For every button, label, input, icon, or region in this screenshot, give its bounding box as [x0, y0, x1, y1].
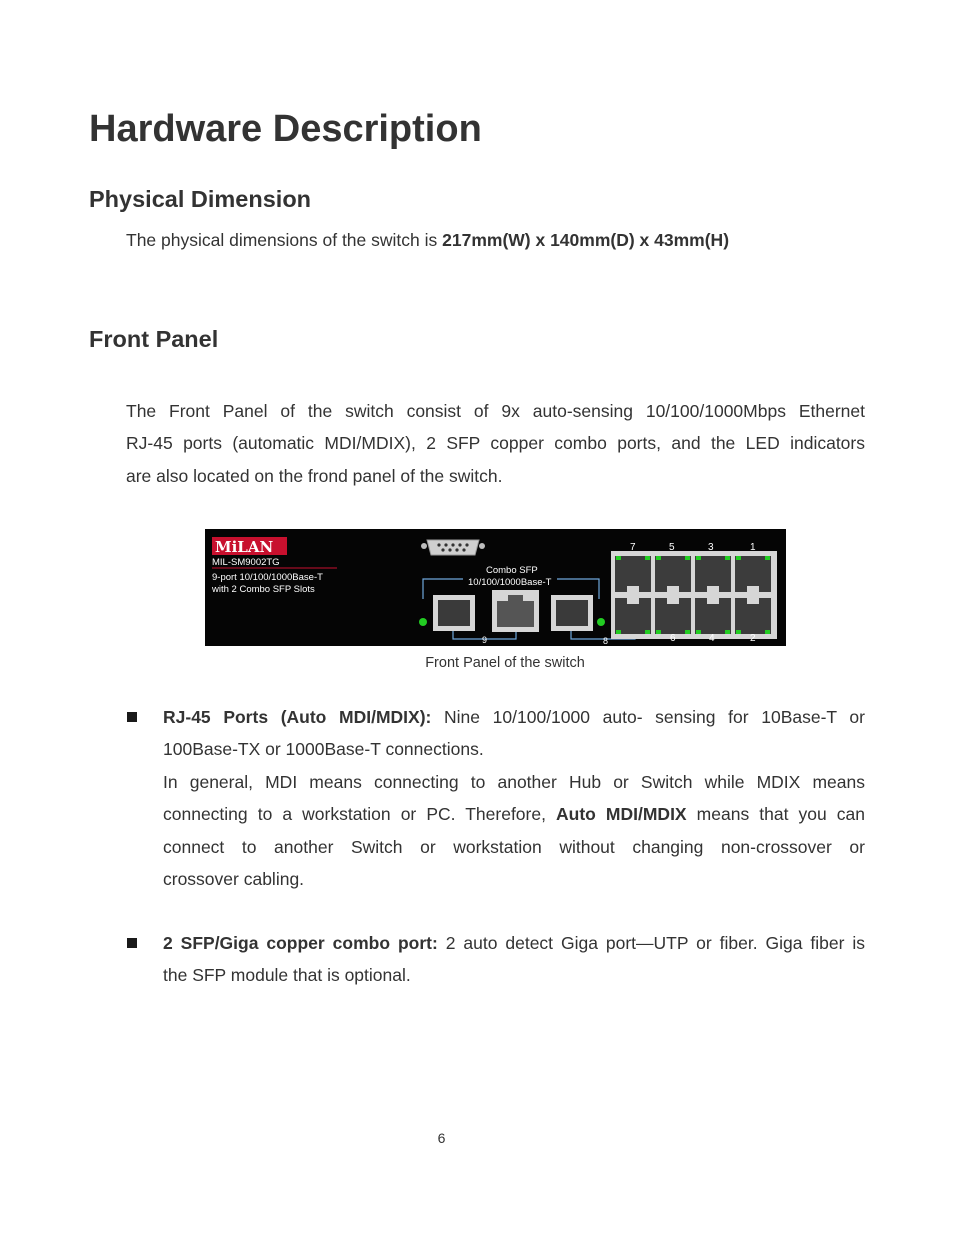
- bullet-rj45-ports: [163, 701, 865, 895]
- rj45-port: [655, 556, 691, 592]
- desc-line-2: with 2 Combo SFP Slots: [212, 584, 315, 595]
- combo-rj45-port: [492, 590, 539, 632]
- brand-logo-text: MiLAN: [215, 538, 274, 556]
- figure-caption: Front Panel of the switch: [425, 655, 585, 671]
- rj45-port: [695, 556, 731, 592]
- port-led: [656, 556, 661, 560]
- section-heading-front-panel: Front Panel: [89, 326, 219, 352]
- console-port-icon: [421, 540, 485, 555]
- port-label-2: 2: [750, 633, 756, 644]
- port-led: [685, 556, 690, 560]
- desc-line-1: 9-port 10/100/1000Base-T: [212, 572, 323, 583]
- port-led: [645, 556, 650, 560]
- label-8: 8: [603, 636, 609, 646]
- port-led: [736, 556, 741, 560]
- front-panel-paragraph: [126, 395, 865, 492]
- bullet-sfp-combo: [163, 927, 865, 992]
- front-panel-line-1: The Front Panel of the switch consist of 9x auto-sensing 10/100/1000Mbps Ethernet: [126, 401, 865, 421]
- physical-dimension-text: [126, 224, 865, 256]
- port-led: [725, 630, 730, 634]
- bullet-1-line-1: RJ-45 Ports (Auto MDI/MDIX): Nine 10/100/1000 auto- sensing for 10Base-T or: [163, 707, 865, 727]
- port-led: [645, 630, 650, 634]
- rj45-port: [735, 598, 771, 634]
- front-panel-line-3: are also located on the frond panel of the switch.: [126, 465, 503, 486]
- combo-speed-label: 10/100/1000Base-T: [468, 577, 552, 588]
- port-label-1: 1: [750, 542, 756, 553]
- port-led: [696, 630, 701, 634]
- bullet-1-line-3: In general, MDI means connecting to another Hub or Switch while MDIX means: [163, 771, 865, 792]
- sfp-slot-2: [551, 595, 593, 631]
- port-led: [736, 630, 741, 634]
- bullet-1-line-2: 100Base-TX or 1000Base-T connections.: [163, 739, 484, 760]
- port-label-7: 7: [630, 542, 636, 553]
- port-label-5: 5: [669, 542, 675, 553]
- physical-dimension-prefix: The physical dimensions of the switch is: [126, 230, 443, 250]
- label-9: 9: [482, 635, 488, 645]
- physical-dimension-value: 217mm(W) x 140mm(D) x 43mm(H): [442, 230, 730, 250]
- bullet-2-line-1: 2 SFP/Giga copper combo port: 2 auto detect Giga port—UTP or fiber. Giga fiber is: [163, 933, 865, 953]
- front-panel-image: [205, 529, 786, 646]
- port-led: [656, 630, 661, 634]
- rj45-port: [615, 556, 651, 592]
- port-led: [616, 556, 621, 560]
- page-number: 6: [437, 1130, 446, 1146]
- rj45-port: [655, 598, 691, 634]
- model-text: MIL-SM9002TG: [212, 557, 280, 568]
- combo-sfp-label: Combo SFP: [486, 565, 538, 576]
- port-label-4: 4: [709, 633, 715, 644]
- bullet-square-icon: [127, 712, 137, 722]
- bullet-1-line-5: connect to another Switch or workstation without changing non-crossover or: [163, 836, 865, 857]
- port-led: [725, 556, 730, 560]
- port-led: [696, 556, 701, 560]
- led-combo-right: [597, 618, 605, 626]
- rj45-port: [695, 598, 731, 634]
- page-title: Hardware Description: [89, 108, 482, 150]
- port-led: [616, 630, 621, 634]
- port-label-3: 3: [708, 542, 714, 553]
- bullet-1-line-4: connecting to a workstation or PC. Therefore, Auto MDI/MDIX means that you can: [163, 804, 865, 825]
- section-heading-physical-dimension: Physical Dimension: [89, 186, 312, 212]
- bullet-square-icon: [127, 938, 137, 948]
- port-led: [765, 556, 770, 560]
- port-led: [765, 630, 770, 634]
- port-led: [685, 630, 690, 634]
- port-label-6: 6: [670, 633, 676, 644]
- led-combo-left: [419, 618, 427, 626]
- bullet-2-line-2: the SFP module that is optional.: [163, 965, 411, 986]
- rj45-port: [615, 598, 651, 634]
- sfp-slot-1: [433, 595, 475, 631]
- rj45-port: [735, 556, 771, 592]
- front-panel-line-2: RJ-45 ports (automatic MDI/MDIX), 2 SFP copper combo ports, and the LED indicators: [126, 433, 865, 454]
- bullet-1-line-6: crossover cabling.: [163, 869, 305, 890]
